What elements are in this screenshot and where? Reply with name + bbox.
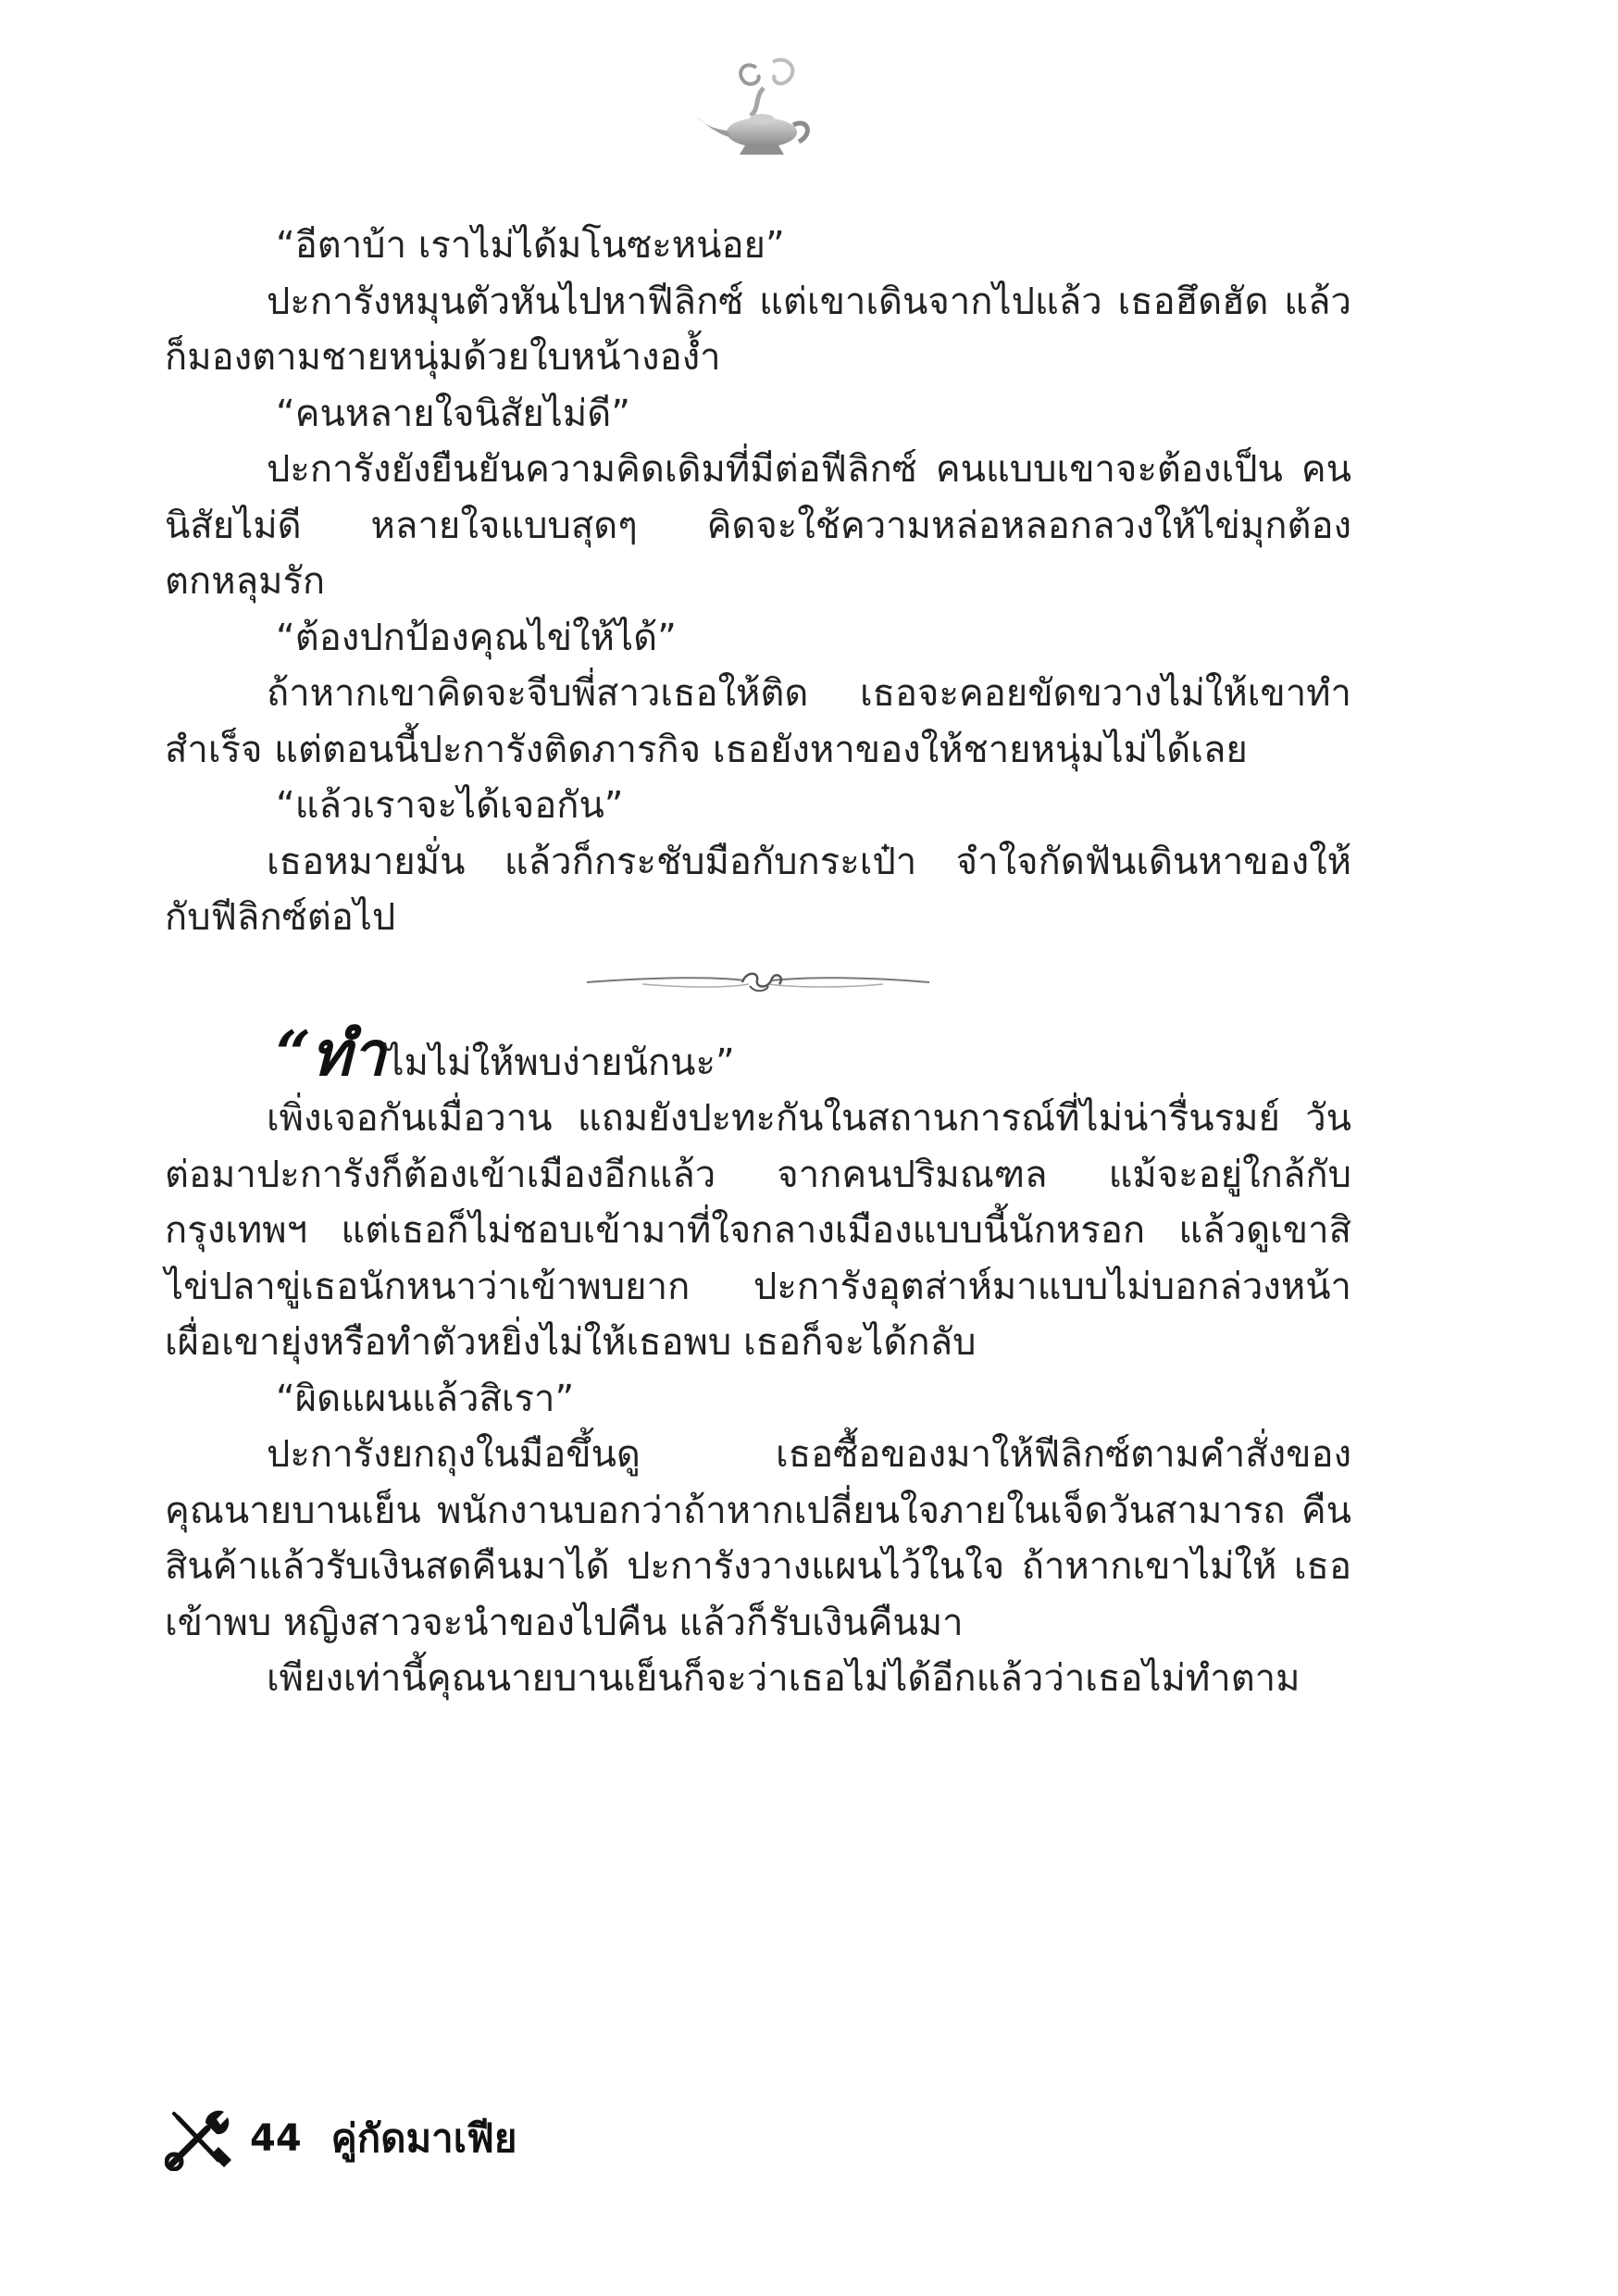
paragraph: ถ้าหากเขาคิดจะจีบพี่สาวเธอให้ติด เธอจะคอยขัดขวางไม่ให้เขาทำ สำเร็จ แต่ตอนนี้ปะการังติดภารกิจ เธอยังหาของให้ชายหนุ่มไม่ได้เลย: [165, 672, 1351, 771]
flourish-divider-icon: [587, 964, 929, 1001]
paragraph: “คนหลายใจนิสัยไม่ดี”: [276, 392, 630, 435]
paragraph: “ผิดแผนแล้วสิเรา”: [276, 1377, 575, 1420]
paragraph: ปะการังยังยืนยันความคิดเดิมที่มีต่อฟีลิกซ์ คนแบบเขาจะต้องเป็น คนนิสัยไม่ดี หลายใจแบบสุดๆ คิดจะใช้ความหล่อหลอกลวงให้ไข่มุกต้อง ตกหลุมรัก: [165, 448, 1351, 603]
paragraph: ปะการังหมุนตัวหันไปหาฟีลิกซ์ แต่เขาเดินจากไปแล้ว เธอฮึดฮัด แล้วก็มองตามชายหนุ่มด้วยใบหน้างอง้ำ: [165, 280, 1351, 379]
dropcap: “ทำ: [276, 1017, 386, 1090]
page-footer: [165, 2106, 517, 2171]
paragraph: ปะการังยกถุงในมือขึ้นดู เธอซื้อของมาให้ฟีลิกซ์ตามคำสั่งของ คุณนายบานเย็น พนักงานบอกว่าถ้าหากเปลี่ยนใจภายในเจ็ดวันสามารถ คืนสินค้าแล้วรับเงินสดคืนมาได้ ปะการังวางแผนไว้ในใจ ถ้าหากเขาไม่ให้ เธอเข้าพบ หญิงสาวจะนำของไปคืน แล้วก็รับเงินคืนมา: [165, 1433, 1351, 1644]
body-text: [165, 218, 1351, 1707]
paragraph: “แล้วเราจะได้เจอกัน”: [276, 784, 624, 827]
paragraph: เพิ่งเจอกันเมื่อวาน แถมยังปะทะกันในสถานการณ์ที่ไม่น่ารื่นรมย์ วันต่อมาปะการังก็ต้องเข้าเมืองอีกแล้ว จากคนปริมณฑล แม้จะอยู่ใกล้กับ กรุงเทพฯ แต่เธอก็ไม่ชอบเข้ามาที่ใจกลางเมืองแบบนี้นักหรอก แล้วดูเขาสิ ไข่ปลาขู่เธอนักหนาว่าเข้าพบยาก ปะการังอุตส่าห์มาแบบไม่บอกล่วงหน้า เผื่อเขายุ่งหรือทำตัวหยิ่งไม่ให้เธอพบ เธอก็จะได้กลับ: [165, 1097, 1351, 1364]
paragraph: “ต้องปกป้องคุณไข่ให้ได้”: [276, 616, 677, 659]
dropcap-rest: ไมไม่ให้พบง่ายนักนะ”: [385, 1041, 735, 1084]
paragraph: “อีตาบ้า เราไม่ได้มโนซะหน่อย”: [276, 224, 785, 267]
page-number: 44: [250, 2117, 302, 2160]
paragraph: เพียงเท่านี้คุณนายบานเย็นก็จะว่าเธอไม่ได้อีกแล้วว่าเธอไม่ทำตาม: [267, 1657, 1301, 1700]
wrench-screwdriver-icon: [165, 2106, 239, 2171]
paragraph: เธอหมายมั่น แล้วก็กระชับมือกับกระเป๋า จำใจกัดฟันเดินหาของให้ กับฟีลิกซ์ต่อไป: [165, 840, 1351, 939]
book-title: คู่กัดมาเฟีย: [330, 2115, 517, 2161]
dropcap-paragraph: [165, 1017, 1351, 1092]
genie-lamp-ornament-icon: [690, 51, 819, 171]
section-divider: [165, 946, 1351, 1018]
